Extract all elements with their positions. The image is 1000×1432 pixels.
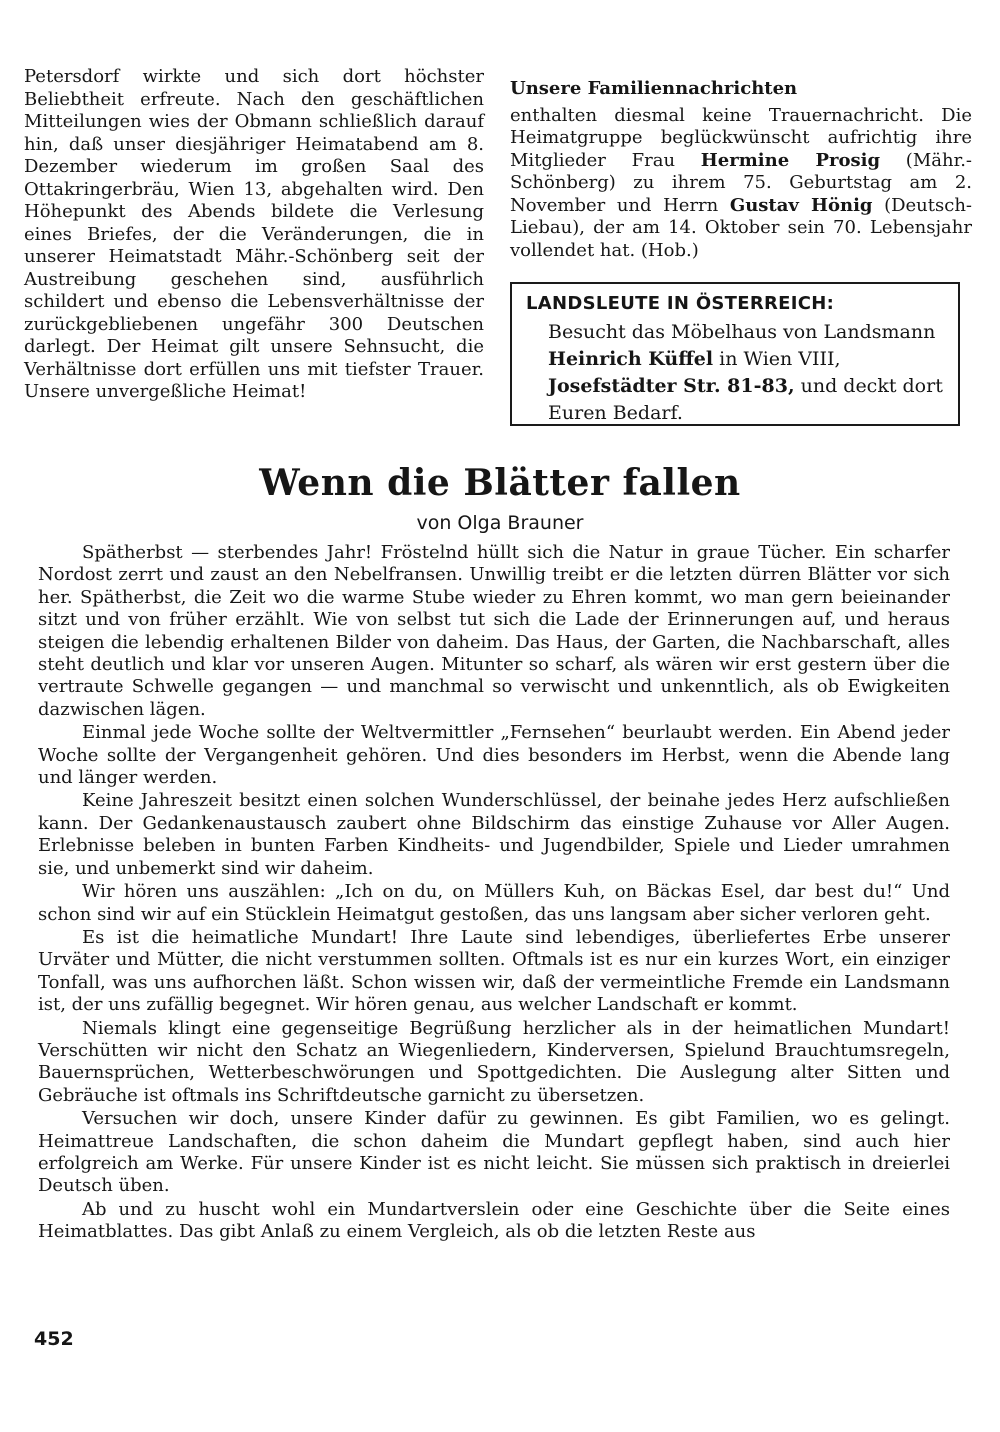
advertisement-text-part: in Wien VIII, bbox=[713, 348, 841, 370]
family-news-name: Gustav Hönig bbox=[729, 194, 873, 216]
family-news-section bbox=[510, 78, 972, 262]
article-paragraph: Einmal jede Woche sollte der Weltvermittler „Fernsehen“ beurlaubt werden. Ein Abend jeder Woche sollte der Vergangenheit gehören. Und dies besonders im Herbst, wenn die Abende lang und länger werden. bbox=[38, 722, 950, 789]
article-paragraph: Spätherbst — sterbendes Jahr! Fröstelnd hüllt sich die Natur in graue Tücher. Ein scharfer Nordost zerrt und zaust an den Nebelfransen. Unwillig treibt er die letzten dürren Blätter vor sich her. Spätherbst, die Zeit wo die warme Stube wieder zu Ehren kommt, wo man gern beieinander sitzt und von früher erzählt. Wie von selbst tut sich die Lade der Erinnerungen auf, und heraus steigen die lebendig erhaltenen Bilder von daheim. Das Haus, der Garten, die Nachbarschaft, alles steht deutlich und klar vor unseren Augen. Mitunter so scharf, als wären wir erst gestern über die vertraute Schwelle gegangen — und manchmal so verwischt und unkenntlich, als ob Ewigkeiten dazwischen lägen. bbox=[38, 542, 950, 720]
article-paragraph: Ab und zu huscht wohl ein Mundartverslein oder eine Geschichte über die Seite eines Heimatblattes. Das gibt Anlaß zu einem Vergleich, als ob die letzten Reste aus bbox=[38, 1198, 950, 1243]
family-news-text bbox=[510, 105, 972, 263]
article-paragraph: Niemals klingt eine gegenseitige Begrüßung herzlicher als in der heimatlichen Mundart! Verschütten wir nicht den Schatz an Wiegenliedern, Kinderversen, Spielund Brauchtumsregeln, Bauernsprüchen, Wetterbeschwörungen und Spottgedichten. Die Auslegung alter Sitten und Gebräuche ist oftmals ins Schriftdeutsche garnicht zu übersetzen. bbox=[38, 1017, 950, 1106]
family-news-heading: Unsere Familiennachrichten bbox=[510, 78, 798, 99]
advertisement-body bbox=[548, 319, 946, 427]
article-paragraph: Versuchen wir doch, unsere Kinder dafür zu gewinnen. Es gibt Familien, wo es gelingt. Heimattreue Landschaften, die schon daheim die Mundart gepflegt haben, sind auch hier erfolgreich am Werke. Für unsere Kinder ist es nicht leicht. Sie müssen sich praktisch in dreierlei Deutsch üben. bbox=[38, 1108, 950, 1197]
article-paragraph: Es ist die heimatliche Mundart! Ihre Laute sind lebendiges, überliefertes Erbe unserer Urväter und Mütter, die nicht verstummen sollten. Oftmals ist es nur ein kurzes Wort, ein einziger Tonfall, was uns aufhorchen läßt. Schon wissen wir, daß der vermeintliche Fremde ein Landsmann ist, der uns zufällig begegnet. Wir hören genau, aus welcher Landschaft er kommt. bbox=[38, 926, 950, 1016]
family-news-text-part: (Mähr.-Schönberg) zu ihrem 75. Geburtstag am 2. November und Herrn bbox=[510, 149, 972, 216]
article-title: Wenn die Blätter fallen bbox=[259, 462, 741, 504]
left-column-text: Petersdorf wirkte und sich dort höchster Beliebtheit erfreute. Nach den geschäftlichen Mitteilungen wies der Obmann schließlich darauf hin, daß unser diesjähriger Heimatabend am 8. Dezember wiederum im großen Saal des Ottakringerbräu, Wien 13, abgehalten wird. Den Höhepunkt des Abends bildete die Verlesung eines Briefes, der die Veränderungen, die in unserer Heimatstadt Mähr.-Schönberg seit der Austreibung geschehen sind, ausführlich schildert und ebenso die Lebensverhältnisse der zurückgebliebenen ungefähr 300 Deutschen darlegt. Der Heimat gilt unsere Sehnsucht, die Verhältnisse dort erfüllen uns mit tiefster Trauer. Unsere unvergeßliche Heimat! bbox=[24, 66, 484, 402]
page-number: 452 bbox=[34, 1328, 74, 1350]
family-news-name: Hermine Prosig bbox=[700, 149, 881, 171]
article-paragraph: Keine Jahreszeit besitzt einen solchen Wunderschlüssel, der beinahe jedes Herz aufschließen kann. Der Gedankenaustausch zaubert ohne Bildschirm das einstige Zuhause vor Aller Augen. Erlebnisse beleben in bunten Farben Kindheits- und Jugendbilder, Spiele und Lieder umrahmen sie, und unbemerkt sind wir daheim. bbox=[38, 790, 950, 879]
advertisement-name: Heinrich Küffel bbox=[548, 348, 714, 370]
advertisement-text-part: Besucht das Möbelhaus von Landsmann bbox=[548, 321, 936, 343]
article-body bbox=[38, 542, 950, 1245]
family-news-text-part: (Deutsch-Liebau), der am 14. Oktober sein 70. Lebensjahr vollendet hat. (Hob.) bbox=[510, 194, 972, 261]
advertisement-address: Josefstädter Str. 81-83, bbox=[548, 375, 795, 397]
article-paragraph: Wir hören uns auszählen: „Ich on du, on Müllers Kuh, on Bäckas Esel, dar best du!“ Und schon sind wir auf ein Stücklein Heimatgut gestoßen, das uns langsam aber sicher verloren geht. bbox=[38, 881, 950, 925]
advertisement-box bbox=[510, 282, 960, 426]
family-news-text-part: enthalten diesmal keine Trauernachricht. Die Heimatgruppe beglückwünscht aufrichtig ihre Mitglieder Frau bbox=[510, 104, 972, 171]
advertisement-text-part: und deckt dort Euren Bedarf. bbox=[548, 375, 943, 424]
advertisement-title: LANDSLEUTE IN ÖSTERREICH: bbox=[526, 293, 835, 314]
article-author: von Olga Brauner bbox=[416, 512, 584, 534]
left-column bbox=[24, 66, 484, 404]
